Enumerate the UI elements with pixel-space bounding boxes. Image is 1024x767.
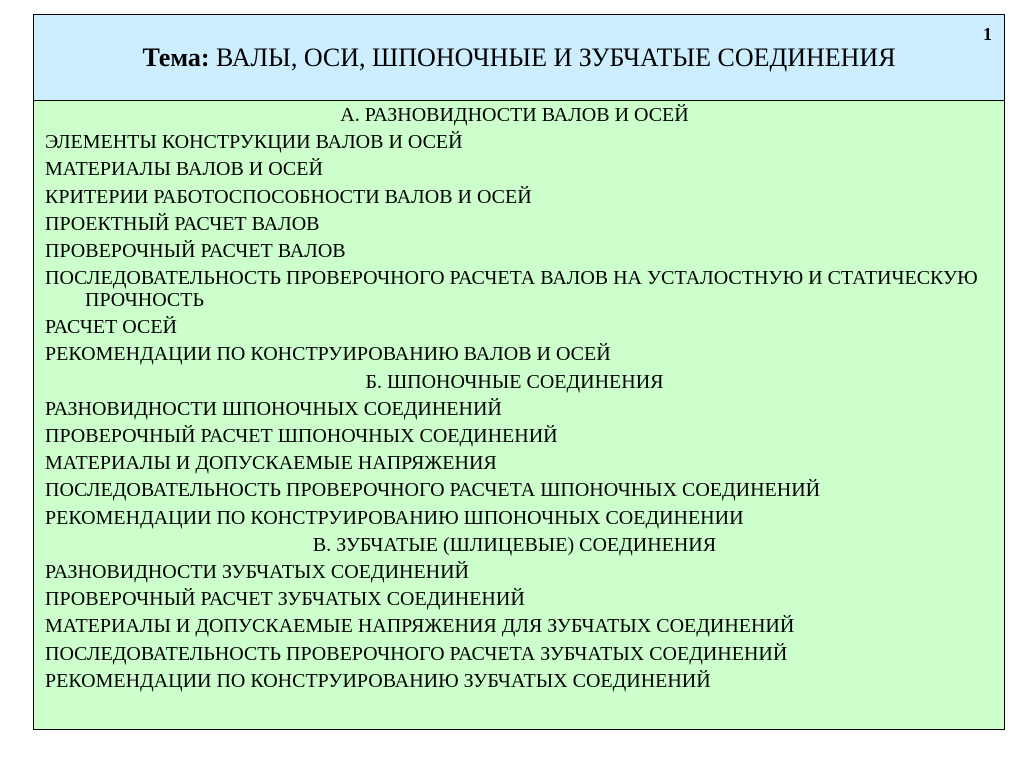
slide-header bbox=[34, 15, 1004, 101]
list-item: МАТЕРИАЛЫ ВАЛОВ И ОСЕЙ bbox=[45, 158, 323, 181]
list-item: РАЗНОВИДНОСТИ ЗУБЧАТЫХ СОЕДИНЕНИЙ bbox=[45, 561, 470, 584]
list-item: ПОСЛЕДОВАТЕЛЬНОСТЬ ПРОВЕРОЧНОГО РАСЧЕТА ВАЛОВ НА УСТАЛОСТНУЮ И СТАТИЧЕСКУЮ ПРОЧНОСТЬ bbox=[45, 267, 978, 312]
slide-title-text: ВАЛЫ, ОСИ, ШПОНОЧНЫЕ И ЗУБЧАТЫЕ СОЕДИНЕНИЯ bbox=[209, 43, 896, 72]
list-item: ПОСЛЕДОВАТЕЛЬНОСТЬ ПРОВЕРОЧНОГО РАСЧЕТА ШПОНОЧНЫХ СОЕДИНЕНИЙ bbox=[45, 479, 821, 502]
slide-title-label: Тема: bbox=[142, 43, 210, 72]
topic-list bbox=[34, 101, 1004, 729]
list-item: ПРОВЕРОЧНЫЙ РАСЧЕТ ЗУБЧАТЫХ СОЕДИНЕНИЙ bbox=[45, 588, 525, 611]
section-heading: В. ЗУБЧАТЫЕ (ШЛИЦЕВЫЕ) СОЕДИНЕНИЯ bbox=[312, 533, 717, 556]
list-item: ПРОВЕРОЧНЫЙ РАСЧЕТ ВАЛОВ bbox=[45, 240, 346, 263]
list-item: ЭЛЕМЕНТЫ КОНСТРУКЦИИ ВАЛОВ И ОСЕЙ bbox=[45, 131, 463, 154]
slide-title bbox=[34, 42, 1004, 74]
list-item: КРИТЕРИИ РАБОТОСПОСОБНОСТИ ВАЛОВ И ОСЕЙ bbox=[45, 185, 532, 208]
slide-number: 1 bbox=[983, 24, 992, 44]
list-item: ПРОВЕРОЧНЫЙ РАСЧЕТ ШПОНОЧНЫХ СОЕДИНЕНИЙ bbox=[45, 425, 558, 448]
slide-frame bbox=[33, 14, 1005, 730]
list-item: РЕКОМЕНДАЦИИ ПО КОНСТРУИРОВАНИЮ ВАЛОВ И ОСЕЙ bbox=[45, 343, 611, 366]
list-item: МАТЕРИАЛЫ И ДОПУСКАЕМЫЕ НАПРЯЖЕНИЯ bbox=[45, 452, 497, 475]
section-heading: Б. ШПОНОЧНЫЕ СОЕДИНЕНИЯ bbox=[365, 370, 664, 393]
section-heading: А. РАЗНОВИДНОСТИ ВАЛОВ И ОСЕЙ bbox=[340, 104, 689, 126]
list-item: РЕКОМЕНДАЦИИ ПО КОНСТРУИРОВАНИЮ ШПОНОЧНЫХ СОЕДИНЕНИИ bbox=[45, 506, 744, 529]
list-item: ПРОЕКТНЫЙ РАСЧЕТ ВАЛОВ bbox=[45, 212, 320, 235]
list-item: РАСЧЕТ ОСЕЙ bbox=[45, 316, 177, 339]
list-item: МАТЕРИАЛЫ И ДОПУСКАЕМЫЕ НАПРЯЖЕНИЯ ДЛЯ ЗУБЧАТЫХ СОЕДИНЕНИЙ bbox=[45, 615, 795, 638]
list-item: ПОСЛЕДОВАТЕЛЬНОСТЬ ПРОВЕРОЧНОГО РАСЧЕТА ЗУБЧАТЫХ СОЕДИНЕНИЙ bbox=[45, 642, 788, 665]
list-item: РАЗНОВИДНОСТИ ШПОНОЧНЫХ СОЕДИНЕНИЙ bbox=[45, 397, 502, 420]
list-item: РЕКОМЕНДАЦИИ ПО КОНСТРУИРОВАНИЮ ЗУБЧАТЫХ СОЕДИНЕНИЙ bbox=[45, 669, 711, 692]
